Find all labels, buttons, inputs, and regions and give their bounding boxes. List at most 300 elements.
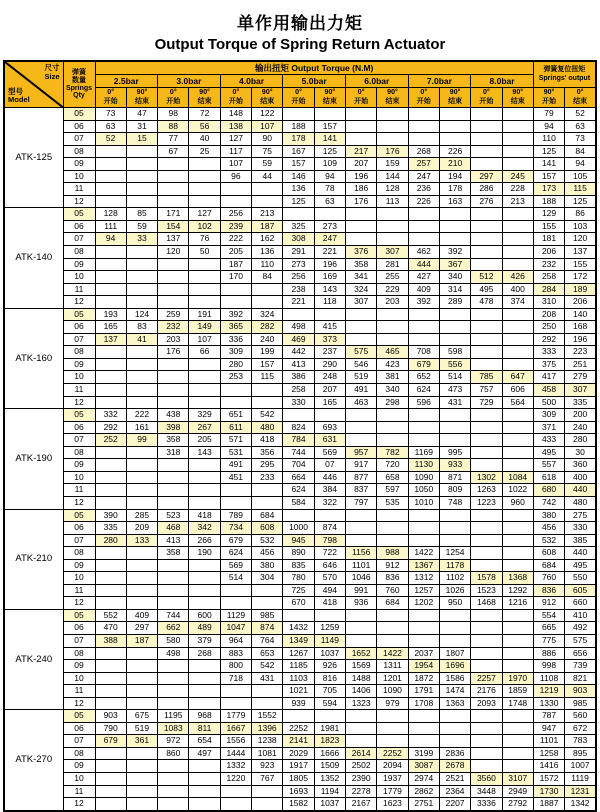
- torque-cell: 137: [158, 233, 189, 246]
- qty-cell: 09: [63, 559, 95, 572]
- torque-cell: [502, 333, 533, 346]
- torque-cell: [377, 308, 408, 321]
- torque-cell: 440: [565, 547, 596, 560]
- torque-cell: 433: [533, 434, 564, 447]
- torque-cell: 110: [252, 258, 283, 271]
- torque-cell: [471, 509, 502, 522]
- torque-cell: [502, 108, 533, 121]
- torque-cell: [158, 559, 189, 572]
- torque-cell: [126, 685, 157, 698]
- torque-cell: [189, 685, 220, 698]
- qty-cell: 10: [63, 471, 95, 484]
- torque-cell: [377, 735, 408, 748]
- table-row: [4, 246, 596, 259]
- qty-cell: 05: [63, 308, 95, 321]
- torque-cell: 318: [158, 446, 189, 459]
- torque-cell: 991: [346, 584, 377, 597]
- torque-cell: [158, 760, 189, 773]
- torque-cell: 498: [283, 321, 314, 334]
- torque-cell: [126, 760, 157, 773]
- torque-cell: [189, 584, 220, 597]
- torque-cell: [220, 183, 251, 196]
- torque-cell: 624: [408, 384, 439, 397]
- torque-cell: [95, 170, 126, 183]
- torque-cell: 569: [220, 559, 251, 572]
- torque-cell: 292: [533, 333, 564, 346]
- torque-cell: [377, 409, 408, 422]
- table-row: [4, 384, 596, 397]
- torque-cell: [377, 208, 408, 221]
- torque-cell: 972: [158, 735, 189, 748]
- torque-cell: 207: [346, 158, 377, 171]
- torque-cell: 206: [565, 296, 596, 309]
- torque-cell: 3448: [471, 785, 502, 798]
- torque-cell: 760: [533, 572, 564, 585]
- torque-cell: 462: [408, 246, 439, 259]
- torque-cell: [408, 634, 439, 647]
- torque-cell: [126, 258, 157, 271]
- torque-cell: [439, 220, 470, 233]
- torque-cell: 836: [377, 572, 408, 585]
- degree-start-header: 0° 开始: [158, 88, 189, 108]
- degree-start-header: 0° 开始: [471, 88, 502, 108]
- qty-cell: 09: [63, 459, 95, 472]
- qty-cell: 11: [63, 484, 95, 497]
- torque-cell: 1169: [408, 446, 439, 459]
- torque-cell: [158, 158, 189, 171]
- torque-cell: 172: [565, 271, 596, 284]
- torque-cell: [126, 672, 157, 685]
- torque-cell: 784: [283, 434, 314, 447]
- torque-cell: 1223: [471, 496, 502, 509]
- torque-cell: 939: [283, 697, 314, 710]
- degree-start-header: 0° 开始: [408, 88, 439, 108]
- torque-cell: 903: [565, 685, 596, 698]
- qty-cell: 12: [63, 798, 95, 811]
- torque-cell: 631: [314, 434, 345, 447]
- torque-cell: 3560: [471, 772, 502, 785]
- torque-cell: [346, 722, 377, 735]
- torque-cell: 77: [158, 133, 189, 146]
- torque-cell: 491: [220, 459, 251, 472]
- torque-cell: [126, 496, 157, 509]
- table-row: [4, 559, 596, 572]
- qty-cell: 05: [63, 108, 95, 121]
- torque-cell: 1156: [346, 547, 377, 560]
- qty-cell: 12: [63, 296, 95, 309]
- torque-cell: 236: [408, 183, 439, 196]
- qty-cell: 12: [63, 597, 95, 610]
- torque-cell: 358: [158, 547, 189, 560]
- torque-cell: [377, 509, 408, 522]
- page-title-chinese: 单作用输出力矩: [237, 14, 363, 33]
- torque-cell: 297: [471, 170, 502, 183]
- torque-cell: 109: [314, 158, 345, 171]
- torque-cell: 188: [283, 120, 314, 133]
- torque-cell: 1037: [314, 647, 345, 660]
- torque-cell: 285: [126, 509, 157, 522]
- torque-cell: 1586: [439, 672, 470, 685]
- corner-model-label: 型号 Model: [8, 86, 30, 105]
- torque-cell: 1084: [502, 471, 533, 484]
- torque-cell: 1149: [314, 634, 345, 647]
- torque-cell: 417: [533, 371, 564, 384]
- torque-cell: [220, 697, 251, 710]
- qty-cell: 07: [63, 133, 95, 146]
- torque-cell: 78: [314, 183, 345, 196]
- page-title-english: Output Torque of Spring Return Actuator: [154, 36, 446, 53]
- torque-cell: 2257: [471, 672, 502, 685]
- table-row: [4, 421, 596, 434]
- torque-cell: [346, 434, 377, 447]
- table-row: [4, 484, 596, 497]
- torque-cell: [220, 283, 251, 296]
- torque-cell: [158, 660, 189, 673]
- torque-cell: [220, 496, 251, 509]
- torque-cell: 308: [283, 233, 314, 246]
- torque-cell: 385: [565, 534, 596, 547]
- torque-cell: 358: [346, 258, 377, 271]
- torque-cell: 985: [565, 697, 596, 710]
- torque-cell: 684: [533, 559, 564, 572]
- torque-cell: 1312: [408, 572, 439, 585]
- torque-cell: 75: [252, 145, 283, 158]
- table-row: [4, 296, 596, 309]
- torque-cell: 187: [220, 258, 251, 271]
- qty-cell: 10: [63, 271, 95, 284]
- torque-cell: [346, 409, 377, 422]
- torque-cell: 519: [126, 722, 157, 735]
- torque-cell: 141: [314, 133, 345, 146]
- torque-cell: 209: [126, 522, 157, 535]
- torque-cell: 226: [439, 145, 470, 158]
- torque-cell: 239: [220, 220, 251, 233]
- torque-cell: [471, 534, 502, 547]
- torque-cell: [502, 559, 533, 572]
- torque-cell: 903: [95, 710, 126, 723]
- torque-cell: 836: [533, 584, 564, 597]
- table-row: [4, 722, 596, 735]
- torque-cell: 282: [252, 321, 283, 334]
- torque-cell: 729: [471, 396, 502, 409]
- torque-cell: [252, 798, 283, 811]
- table-row: [4, 258, 596, 271]
- torque-cell: 222: [126, 409, 157, 422]
- qty-cell: 06: [63, 622, 95, 635]
- torque-cell: [314, 108, 345, 121]
- qty-cell: 08: [63, 547, 95, 560]
- table-row: [4, 195, 596, 208]
- torque-cell: 680: [533, 484, 564, 497]
- torque-cell: 782: [377, 446, 408, 459]
- torque-cell: 1302: [471, 471, 502, 484]
- springs-output-group-header: 弹簧复位扭矩 Springs' output: [533, 61, 596, 88]
- torque-cell: 798: [314, 534, 345, 547]
- torque-cell: 1108: [533, 672, 564, 685]
- torque-cell: [158, 584, 189, 597]
- torque-cell: 1101: [346, 559, 377, 572]
- torque-cell: 90: [252, 133, 283, 146]
- torque-cell: [126, 547, 157, 560]
- qty-cell: 12: [63, 697, 95, 710]
- torque-cell: 375: [533, 358, 564, 371]
- torque-cell: 94: [95, 233, 126, 246]
- torque-cell: 118: [314, 296, 345, 309]
- torque-cell: 2678: [439, 760, 470, 773]
- torque-cell: [158, 772, 189, 785]
- torque-cell: [471, 760, 502, 773]
- torque-cell: 693: [314, 421, 345, 434]
- torque-cell: [220, 798, 251, 811]
- torque-cell: [377, 534, 408, 547]
- torque-cell: 110: [533, 133, 564, 146]
- torque-cell: [502, 534, 533, 547]
- torque-cell: 491: [346, 384, 377, 397]
- torque-cell: 744: [283, 446, 314, 459]
- qty-cell: 09: [63, 158, 95, 171]
- qty-cell: 07: [63, 634, 95, 647]
- torque-cell: 451: [220, 471, 251, 484]
- torque-cell: [158, 798, 189, 811]
- torque-cell: 298: [377, 396, 408, 409]
- torque-cell: 335: [95, 522, 126, 535]
- qty-cell: 11: [63, 685, 95, 698]
- qty-cell: 09: [63, 258, 95, 271]
- torque-cell: [346, 421, 377, 434]
- torque-cell: 413: [158, 534, 189, 547]
- torque-cell: [471, 446, 502, 459]
- torque-cell: 136: [283, 183, 314, 196]
- torque-cell: 155: [565, 258, 596, 271]
- torque-cell: 514: [220, 572, 251, 585]
- torque-cell: 381: [377, 371, 408, 384]
- torque-cell: 1257: [408, 584, 439, 597]
- torque-cell: [408, 534, 439, 547]
- torque-cell: [283, 108, 314, 121]
- qty-cell: 07: [63, 534, 95, 547]
- torque-cell: 426: [502, 271, 533, 284]
- torque-cell: [95, 371, 126, 384]
- table-row: [4, 547, 596, 560]
- torque-cell: 107: [220, 158, 251, 171]
- torque-cell: 210: [439, 158, 470, 171]
- torque-cell: 165: [95, 321, 126, 334]
- torque-cell: [377, 622, 408, 635]
- torque-cell: 1330: [533, 697, 564, 710]
- torque-cell: [126, 572, 157, 585]
- torque-cell: [158, 396, 189, 409]
- torque-cell: [471, 133, 502, 146]
- table-row: [4, 735, 596, 748]
- torque-cell: 1323: [346, 697, 377, 710]
- model-cell: ATK-160: [4, 308, 63, 408]
- torque-cell: 1416: [533, 760, 564, 773]
- torque-cell: [283, 609, 314, 622]
- torque-cell: 1422: [408, 547, 439, 560]
- torque-cell: [189, 760, 220, 773]
- torque-cell: [471, 522, 502, 535]
- torque-cell: [189, 170, 220, 183]
- torque-cell: [439, 321, 470, 334]
- table-row: [4, 220, 596, 233]
- qty-cell: 12: [63, 195, 95, 208]
- degree-end-header: 90° 结束: [377, 88, 408, 108]
- torque-cell: 136: [252, 246, 283, 259]
- table-body: [4, 108, 596, 811]
- torque-cell: 286: [471, 183, 502, 196]
- torque-cell: [189, 459, 220, 472]
- torque-cell: 446: [314, 471, 345, 484]
- torque-cell: 117: [220, 145, 251, 158]
- torque-cell: 3336: [471, 798, 502, 811]
- torque-cell: 912: [533, 597, 564, 610]
- torque-cell: [126, 772, 157, 785]
- torque-cell: [95, 358, 126, 371]
- torque-cell: [95, 785, 126, 798]
- torque-cell: 390: [95, 509, 126, 522]
- torque-cell: 107: [189, 333, 220, 346]
- model-cell: ATK-240: [4, 609, 63, 709]
- torque-cell: 333: [533, 346, 564, 359]
- torque-cell: 340: [439, 271, 470, 284]
- torque-cell: [377, 120, 408, 133]
- torque-cell: [314, 710, 345, 723]
- torque-cell: [408, 233, 439, 246]
- qty-cell: 08: [63, 747, 95, 760]
- torque-cell: [158, 785, 189, 798]
- torque-cell: [502, 722, 533, 735]
- torque-cell: 1202: [408, 597, 439, 610]
- torque-cell: 1556: [220, 735, 251, 748]
- qty-cell: 06: [63, 120, 95, 133]
- torque-cell: [252, 396, 283, 409]
- torque-cell: [126, 459, 157, 472]
- torque-cell: 523: [158, 509, 189, 522]
- torque-cell: 1572: [533, 772, 564, 785]
- torque-cell: 739: [565, 660, 596, 673]
- torque-cell: [189, 271, 220, 284]
- torque-cell: 890: [283, 547, 314, 560]
- torque-cell: 560: [565, 710, 596, 723]
- torque-cell: [439, 634, 470, 647]
- torque-cell: 342: [189, 522, 220, 535]
- torque-cell: [439, 710, 470, 723]
- torque-cell: 63: [95, 120, 126, 133]
- springs-qty-header: 弹簧 数量 Springs Qty: [63, 61, 95, 108]
- torque-cell: 1708: [408, 697, 439, 710]
- torque-cell: [346, 321, 377, 334]
- torque-cell: 1954: [408, 660, 439, 673]
- torque-cell: 157: [252, 358, 283, 371]
- torque-cell: 968: [189, 710, 220, 723]
- pressure-header: 8.0bar: [471, 75, 534, 88]
- torque-cell: 191: [189, 308, 220, 321]
- torque-cell: [502, 509, 533, 522]
- torque-cell: 665: [533, 622, 564, 635]
- pressure-header: 3.0bar: [158, 75, 221, 88]
- torque-cell: [252, 283, 283, 296]
- torque-cell: [439, 609, 470, 622]
- torque-cell: 1970: [502, 672, 533, 685]
- torque-cell: [502, 634, 533, 647]
- torque-cell: [158, 484, 189, 497]
- torque-cell: 253: [220, 371, 251, 384]
- torque-cell: [439, 208, 470, 221]
- torque-cell: 964: [220, 634, 251, 647]
- table-row: [4, 798, 596, 811]
- torque-cell: 1046: [346, 572, 377, 585]
- torque-cell: 652: [408, 371, 439, 384]
- torque-cell: [126, 396, 157, 409]
- table-row: [4, 697, 596, 710]
- torque-cell: [220, 396, 251, 409]
- torque-cell: [220, 195, 251, 208]
- torque-cell: 556: [439, 358, 470, 371]
- torque-cell: [408, 220, 439, 233]
- torque-cell: 883: [220, 647, 251, 660]
- qty-cell: 11: [63, 283, 95, 296]
- torque-cell: 178: [439, 183, 470, 196]
- table-row: [4, 710, 596, 723]
- torque-cell: 96: [220, 170, 251, 183]
- torque-cell: [220, 296, 251, 309]
- torque-cell: 985: [252, 609, 283, 622]
- torque-cell: 1779: [377, 785, 408, 798]
- pressure-header: 2.5bar: [95, 75, 158, 88]
- torque-cell: [158, 471, 189, 484]
- torque-cell: [439, 522, 470, 535]
- torque-cell: 945: [283, 534, 314, 547]
- torque-cell: 115: [252, 371, 283, 384]
- torque-cell: 933: [439, 459, 470, 472]
- torque-cell: 247: [408, 170, 439, 183]
- table-row: [4, 747, 596, 760]
- torque-cell: 478: [471, 296, 502, 309]
- torque-cell: [377, 710, 408, 723]
- torque-cell: 157: [314, 120, 345, 133]
- torque-cell: 423: [377, 358, 408, 371]
- corner-cell: [4, 61, 63, 108]
- torque-cell: 1090: [408, 471, 439, 484]
- torque-cell: 73: [565, 133, 596, 146]
- torque-cell: 173: [533, 183, 564, 196]
- torque-cell: [439, 120, 470, 133]
- torque-cell: [471, 747, 502, 760]
- torque-cell: [126, 697, 157, 710]
- torque-cell: 584: [283, 496, 314, 509]
- torque-cell: 176: [377, 145, 408, 158]
- torque-cell: 596: [408, 396, 439, 409]
- torque-cell: [252, 296, 283, 309]
- torque-cell: [346, 609, 377, 622]
- torque-cell: [252, 697, 283, 710]
- torque-cell: 575: [565, 634, 596, 647]
- torque-cell: 2207: [439, 798, 470, 811]
- table-row: [4, 572, 596, 585]
- torque-cell: 392: [439, 246, 470, 259]
- torque-cell: 1352: [314, 772, 345, 785]
- torque-cell: 206: [533, 246, 564, 259]
- torque-cell: 787: [533, 710, 564, 723]
- torque-cell: [95, 283, 126, 296]
- torque-cell: [95, 183, 126, 196]
- torque-cell: 1081: [252, 747, 283, 760]
- torque-cell: 52: [95, 133, 126, 146]
- degree-start-header: 0° 开始: [95, 88, 126, 108]
- torque-cell: 1026: [439, 584, 470, 597]
- torque-cell: 1102: [439, 572, 470, 585]
- torque-cell: 1220: [220, 772, 251, 785]
